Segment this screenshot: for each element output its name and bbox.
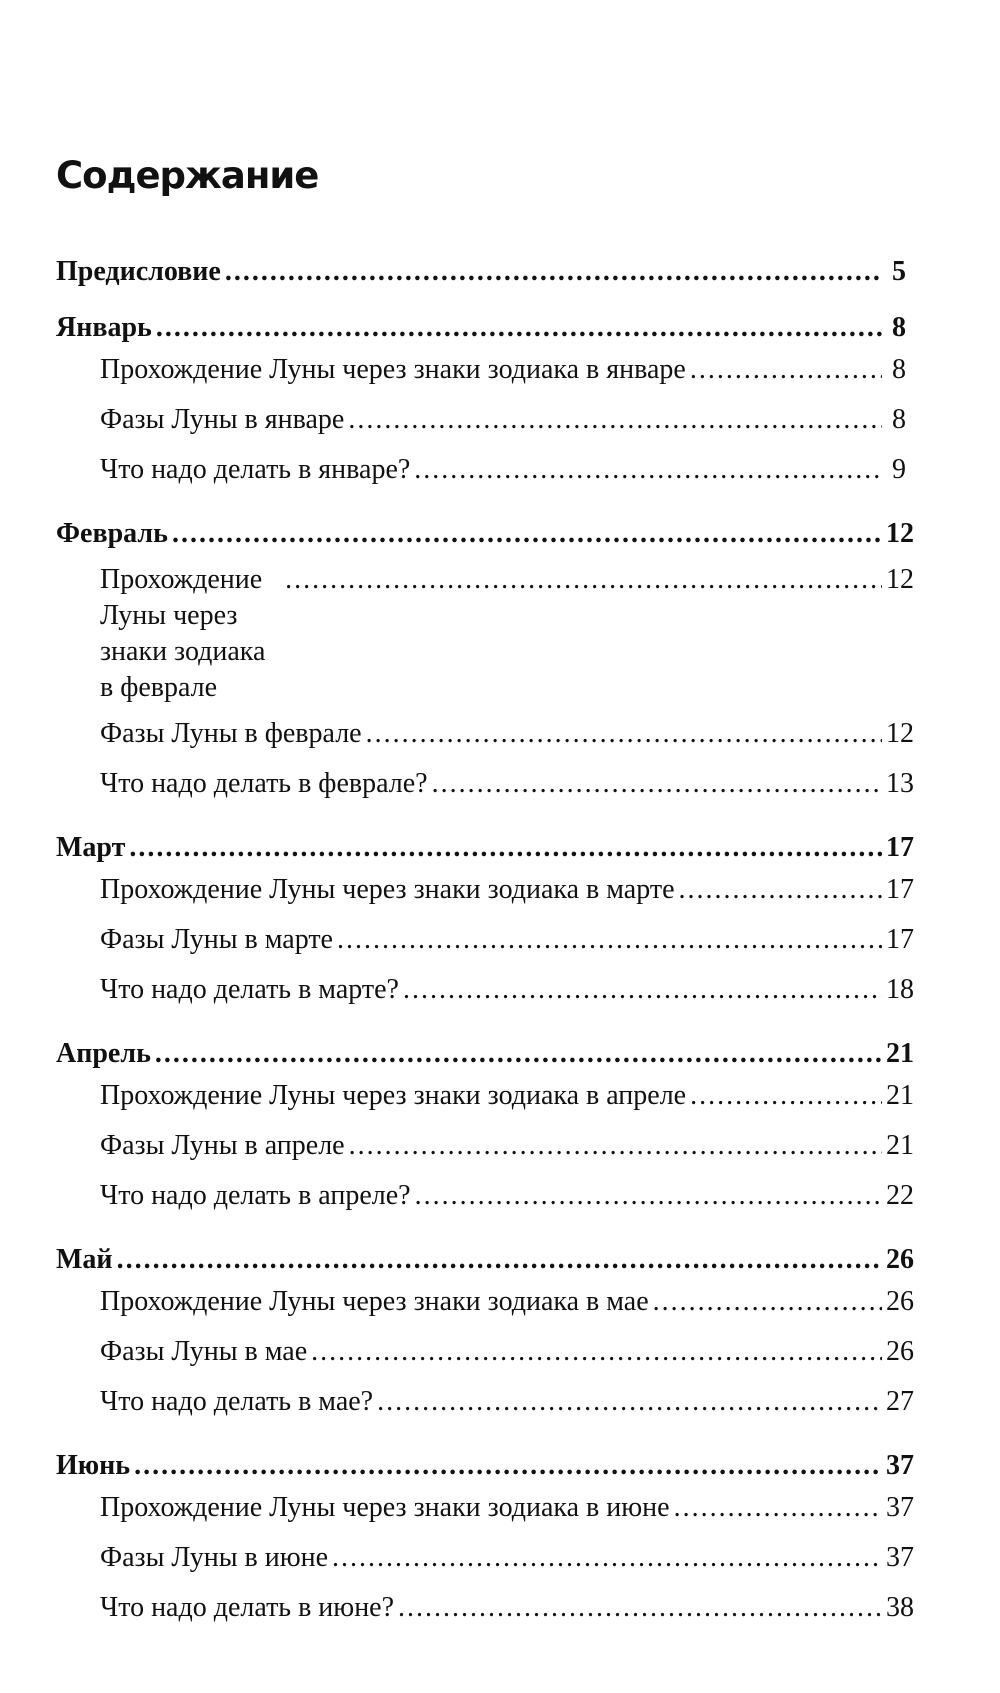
toc-subentry[interactable] <box>100 406 906 456</box>
toc-leader-dots <box>285 566 882 594</box>
toc-leader-dots <box>337 926 882 954</box>
toc-chapter-label: Предисловие <box>56 256 221 287</box>
toc-subentry[interactable] <box>100 456 906 506</box>
toc-leader-dots <box>432 770 882 798</box>
toc-chapter[interactable] <box>56 314 906 356</box>
toc-section-april <box>56 1038 914 1232</box>
toc-page-number: 37 <box>886 1450 914 1481</box>
toc-leader-dots <box>679 876 883 904</box>
toc-subentry-label: Прохождение Луны через знаки зодиака в мае <box>100 1286 649 1317</box>
toc-subentry-label: Прохождение Луны через знаки зодиака в феврале <box>100 564 266 703</box>
toc-leader-dots <box>366 720 882 748</box>
toc-chapter-label: Апрель <box>56 1038 151 1069</box>
toc-chapter[interactable] <box>56 1038 914 1082</box>
toc-chapter[interactable] <box>56 1450 914 1494</box>
toc-subentry-label: Фазы Луны в июне <box>100 1542 329 1573</box>
toc-subentry[interactable] <box>100 562 914 706</box>
toc-subentry[interactable] <box>100 1286 914 1338</box>
toc-page-number: 13 <box>886 768 914 799</box>
toc-page-number: 37 <box>886 1542 914 1573</box>
toc-subentry[interactable] <box>100 1180 914 1232</box>
toc-section-march <box>56 832 914 1026</box>
toc-subentry-label: Что надо делать в апреле? <box>100 1180 411 1211</box>
toc-leader-dots <box>332 1544 882 1572</box>
toc-subentry[interactable] <box>100 1386 914 1438</box>
toc-leader-dots <box>674 1494 882 1522</box>
toc-subentry-label: Что надо делать в феврале? <box>100 768 428 799</box>
toc-leader-dots <box>156 314 882 342</box>
toc-leader-dots <box>377 1388 882 1416</box>
toc-subentry[interactable] <box>100 1542 914 1594</box>
toc-page-number: 9 <box>892 454 906 485</box>
toc-chapter-label: Март <box>56 832 126 863</box>
toc-subentry[interactable] <box>100 768 914 820</box>
toc-chapter[interactable] <box>56 832 914 876</box>
toc-subentry[interactable] <box>100 974 914 1026</box>
toc-section-february <box>56 518 914 820</box>
toc-page-number: 18 <box>886 974 914 1005</box>
toc-page-number: 12 <box>886 718 914 749</box>
toc-page-number: 12 <box>886 564 914 595</box>
toc-leader-dots <box>690 356 882 384</box>
toc-subentry-label: Прохождение Луны через знаки зодиака в марте <box>100 874 675 905</box>
toc-page-number: 8 <box>892 312 906 343</box>
toc-page-number: 5 <box>892 256 906 287</box>
toc-chapter[interactable] <box>56 518 914 562</box>
toc-page-number: 26 <box>886 1336 914 1367</box>
toc-chapter-label: Январь <box>56 312 152 343</box>
toc-page-number: 21 <box>886 1080 914 1111</box>
toc-leader-dots <box>311 1338 882 1366</box>
toc-leader-dots <box>349 1132 882 1160</box>
toc-subentry[interactable] <box>100 1130 914 1182</box>
toc-leader-dots <box>398 1594 882 1622</box>
toc-leader-dots <box>348 406 882 434</box>
toc-subentry[interactable] <box>100 1592 914 1644</box>
toc-subentry[interactable] <box>100 1336 914 1388</box>
toc-leader-dots <box>690 1082 882 1110</box>
toc-leader-dots <box>129 834 882 862</box>
toc-chapter-label: Июнь <box>56 1450 131 1481</box>
toc-leader-dots <box>117 1246 882 1274</box>
toc-section-january <box>56 314 906 506</box>
toc-subentry-label: Что надо делать в марте? <box>100 974 399 1005</box>
toc-leader-dots <box>653 1288 882 1316</box>
toc-leader-dots <box>172 520 882 548</box>
page-title: Содержание <box>56 154 319 197</box>
toc-page-number: 17 <box>886 924 914 955</box>
toc-leader-dots <box>415 1182 882 1210</box>
toc-page-number: 8 <box>892 354 906 385</box>
toc-page-number: 26 <box>886 1244 914 1275</box>
toc-page-number: 38 <box>886 1592 914 1623</box>
toc-page-number: 21 <box>886 1130 914 1161</box>
toc-page-number: 22 <box>886 1180 914 1211</box>
toc-subentry-label: Что надо делать в мае? <box>100 1386 374 1417</box>
toc-leader-dots <box>225 258 882 286</box>
toc-page-number: 27 <box>886 1386 914 1417</box>
toc-section-june <box>56 1450 914 1644</box>
toc-chapter[interactable] <box>56 258 906 300</box>
toc-leader-dots <box>414 456 882 484</box>
toc-subentry[interactable] <box>100 1080 914 1132</box>
toc-leader-dots <box>403 976 882 1004</box>
toc-page-number: 12 <box>886 518 914 549</box>
toc-subentry-label: Фазы Луны в мае <box>100 1336 308 1367</box>
toc-page-number: 37 <box>886 1492 914 1523</box>
toc-page-number: 8 <box>892 404 906 435</box>
toc-page-number: 17 <box>886 874 914 905</box>
toc-subentry[interactable] <box>100 924 914 976</box>
toc-chapter-label: Февраль <box>56 518 168 549</box>
toc-page-number: 17 <box>886 832 914 863</box>
toc-subentry-label: Что надо делать в январе? <box>100 454 411 485</box>
toc-chapter[interactable] <box>56 1244 914 1288</box>
toc-subentry[interactable] <box>100 874 914 926</box>
toc-page-number: 21 <box>886 1038 914 1069</box>
toc-leader-dots <box>155 1040 882 1068</box>
toc-chapter-label: Май <box>56 1244 113 1275</box>
toc-subentry-label: Что надо делать в июне? <box>100 1592 395 1623</box>
toc-section-preface <box>56 258 906 300</box>
toc-subentry-label: Прохождение Луны через знаки зодиака в январе <box>100 354 686 385</box>
table-of-contents <box>56 256 914 1658</box>
toc-subentry[interactable] <box>100 1492 914 1544</box>
toc-subentry-label: Прохождение Луны через знаки зодиака в июне <box>100 1492 670 1523</box>
toc-leader-dots <box>134 1452 882 1480</box>
toc-subentry-label: Фазы Луны в марте <box>100 924 333 955</box>
toc-page-number: 26 <box>886 1286 914 1317</box>
toc-subentry-label: Фазы Луны в январе <box>100 404 345 435</box>
toc-section-may <box>56 1244 914 1438</box>
toc-subentry[interactable] <box>100 718 914 770</box>
toc-subentry-label: Прохождение Луны через знаки зодиака в апреле <box>100 1080 687 1111</box>
toc-subentry-label: Фазы Луны в феврале <box>100 718 362 749</box>
toc-subentry[interactable] <box>100 356 906 406</box>
toc-subentry-label: Фазы Луны в апреле <box>100 1130 345 1161</box>
